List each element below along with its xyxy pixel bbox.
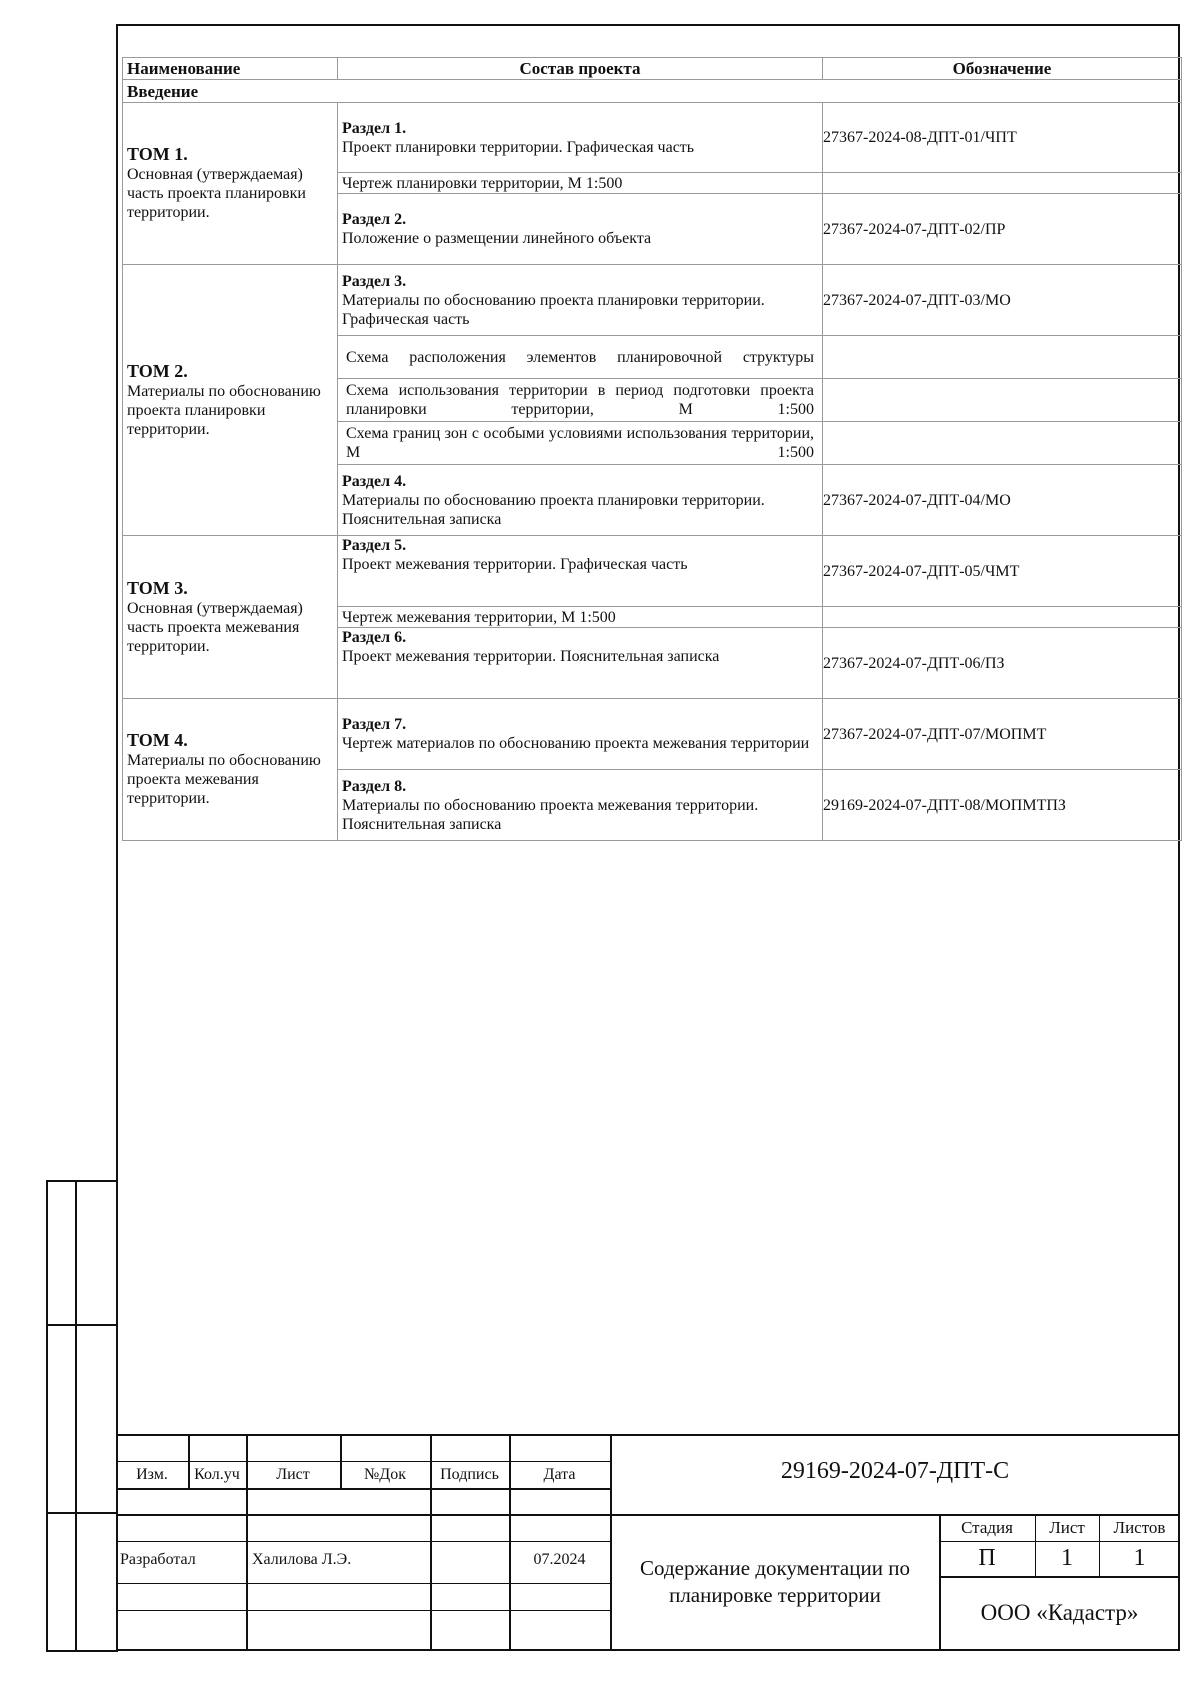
section-text: Проект межевания территории. Пояснительная записка bbox=[342, 648, 720, 665]
developed-date: 07.2024 bbox=[533, 1551, 586, 1568]
section-cell bbox=[338, 194, 823, 265]
section-text: Проект межевания территории. Графическая часть bbox=[342, 556, 688, 573]
col-label-docno: №Док bbox=[364, 1466, 406, 1483]
header-row bbox=[123, 58, 1182, 80]
volume-desc: Материалы по обоснованию проекта планировки территории. bbox=[127, 382, 321, 438]
section-text: Материалы по обоснованию проекта планировки территории. Пояснительная записка bbox=[342, 491, 765, 528]
stage-value: П bbox=[978, 1545, 996, 1571]
designation-cell: 27367-2024-08-ДПТ-01/ЧПТ bbox=[823, 103, 1182, 173]
sheet-label: Лист bbox=[1049, 1518, 1085, 1537]
section-cell bbox=[338, 465, 823, 536]
section-text: Чертеж межевания территории, М 1:500 bbox=[342, 608, 616, 626]
designation-cell bbox=[823, 379, 1182, 422]
volume-desc: Основная (утверждаемая) часть проекта планировки территории. bbox=[127, 166, 306, 221]
section-text: Чертеж материалов по обоснованию проекта межевания территории bbox=[342, 735, 810, 752]
volume-title: ТОМ 4. bbox=[127, 730, 188, 750]
intro-label: Введение bbox=[123, 80, 1182, 103]
section-label: Раздел 1. bbox=[342, 120, 407, 137]
section-label: Раздел 7. bbox=[342, 716, 407, 733]
table-row bbox=[123, 536, 1182, 607]
section-text: Материалы по обоснованию проекта межевания территории. Пояснительная записка bbox=[342, 796, 759, 833]
header-composition: Состав проекта bbox=[338, 58, 823, 80]
section-cell bbox=[338, 265, 823, 336]
volume-cell bbox=[123, 103, 338, 265]
section-label: Раздел 3. bbox=[342, 272, 407, 290]
designation-cell: 27367-2024-07-ДПТ-04/МО bbox=[823, 465, 1182, 536]
sheets-label: Листов bbox=[1113, 1518, 1166, 1537]
designation-cell: 27367-2024-07-ДПТ-03/МО bbox=[823, 265, 1182, 336]
header-name: Наименование bbox=[123, 58, 338, 80]
designation-cell: 27367-2024-07-ДПТ-05/ЧМТ bbox=[823, 536, 1182, 607]
designation-cell bbox=[823, 607, 1182, 628]
sheets-value: 1 bbox=[1133, 1545, 1146, 1571]
intro-row bbox=[123, 80, 1182, 103]
section-label: Раздел 5. bbox=[342, 537, 407, 554]
section-text: Схема границ зон с особыми условиями использования территории, М 1:500 bbox=[346, 425, 814, 461]
organization-name: ООО «Кадастр» bbox=[980, 1600, 1139, 1625]
table-row bbox=[123, 265, 1182, 336]
section-label: Раздел 2. bbox=[342, 211, 407, 228]
section-text: Схема расположения элементов планировочной структуры bbox=[346, 348, 814, 366]
sheet-value: 1 bbox=[1061, 1545, 1073, 1571]
contents-table bbox=[122, 57, 1182, 841]
col-label-count: Кол.уч bbox=[194, 1466, 240, 1483]
section-cell bbox=[338, 422, 823, 465]
volume-cell bbox=[123, 699, 338, 841]
volume-title: ТОМ 2. bbox=[127, 360, 188, 381]
section-text: Схема использования территории в период подготовки проекта планировки территории, М 1:500 bbox=[346, 382, 814, 418]
section-cell bbox=[338, 336, 823, 379]
section-label: Раздел 8. bbox=[342, 777, 407, 795]
doc-code: 29169-2024-07-ДПТ-С bbox=[780, 1458, 1010, 1484]
section-text: Положение о размещении линейного объекта bbox=[342, 230, 652, 247]
section-label: Раздел 4. bbox=[342, 472, 407, 490]
section-text: Материалы по обоснованию проекта планировки территории. Графическая часть bbox=[342, 291, 765, 328]
volume-title: ТОМ 3. bbox=[127, 577, 188, 598]
developed-label: Разработал bbox=[120, 1551, 196, 1568]
section-cell bbox=[338, 607, 823, 628]
developer-name: Халилова Л.Э. bbox=[252, 1551, 352, 1568]
col-label-sheet: Лист bbox=[276, 1466, 310, 1483]
volume-title: ТОМ 1. bbox=[127, 144, 188, 164]
section-label: Раздел 6. bbox=[342, 629, 407, 646]
section-cell bbox=[338, 379, 823, 422]
col-label-signature: Подпись bbox=[440, 1466, 499, 1483]
table-row bbox=[123, 103, 1182, 173]
designation-cell: 27367-2024-07-ДПТ-02/ПР bbox=[823, 194, 1182, 265]
section-cell bbox=[338, 536, 823, 607]
volume-desc: Основная (утверждаемая) часть проекта межевания территории. bbox=[127, 599, 303, 655]
col-label-date: Дата bbox=[543, 1466, 576, 1483]
section-text: Чертеж планировки территории, М 1:500 bbox=[342, 174, 623, 192]
section-cell bbox=[338, 770, 823, 841]
volume-cell bbox=[123, 265, 338, 536]
doc-title: Содержание документации по планировке территории bbox=[640, 1556, 910, 1607]
volume-desc: Материалы по обоснованию проекта межевания территории. bbox=[127, 752, 321, 807]
designation-cell bbox=[823, 422, 1182, 465]
volume-cell bbox=[123, 536, 338, 699]
section-cell bbox=[338, 699, 823, 770]
designation-cell bbox=[823, 336, 1182, 379]
section-cell bbox=[338, 173, 823, 194]
designation-cell: 29169-2024-07-ДПТ-08/МОПМТПЗ bbox=[823, 770, 1182, 841]
section-text: Проект планировки территории. Графическая часть bbox=[342, 139, 695, 156]
designation-cell: 27367-2024-07-ДПТ-06/ПЗ bbox=[823, 628, 1182, 699]
designation-cell bbox=[823, 173, 1182, 194]
table-row bbox=[123, 699, 1182, 770]
col-label-rev: Изм. bbox=[136, 1466, 168, 1483]
section-cell bbox=[338, 103, 823, 173]
header-designation: Обозначение bbox=[823, 58, 1182, 80]
stage-label: Стадия bbox=[961, 1518, 1013, 1537]
section-cell bbox=[338, 628, 823, 699]
designation-cell: 27367-2024-07-ДПТ-07/МОПМТ bbox=[823, 699, 1182, 770]
